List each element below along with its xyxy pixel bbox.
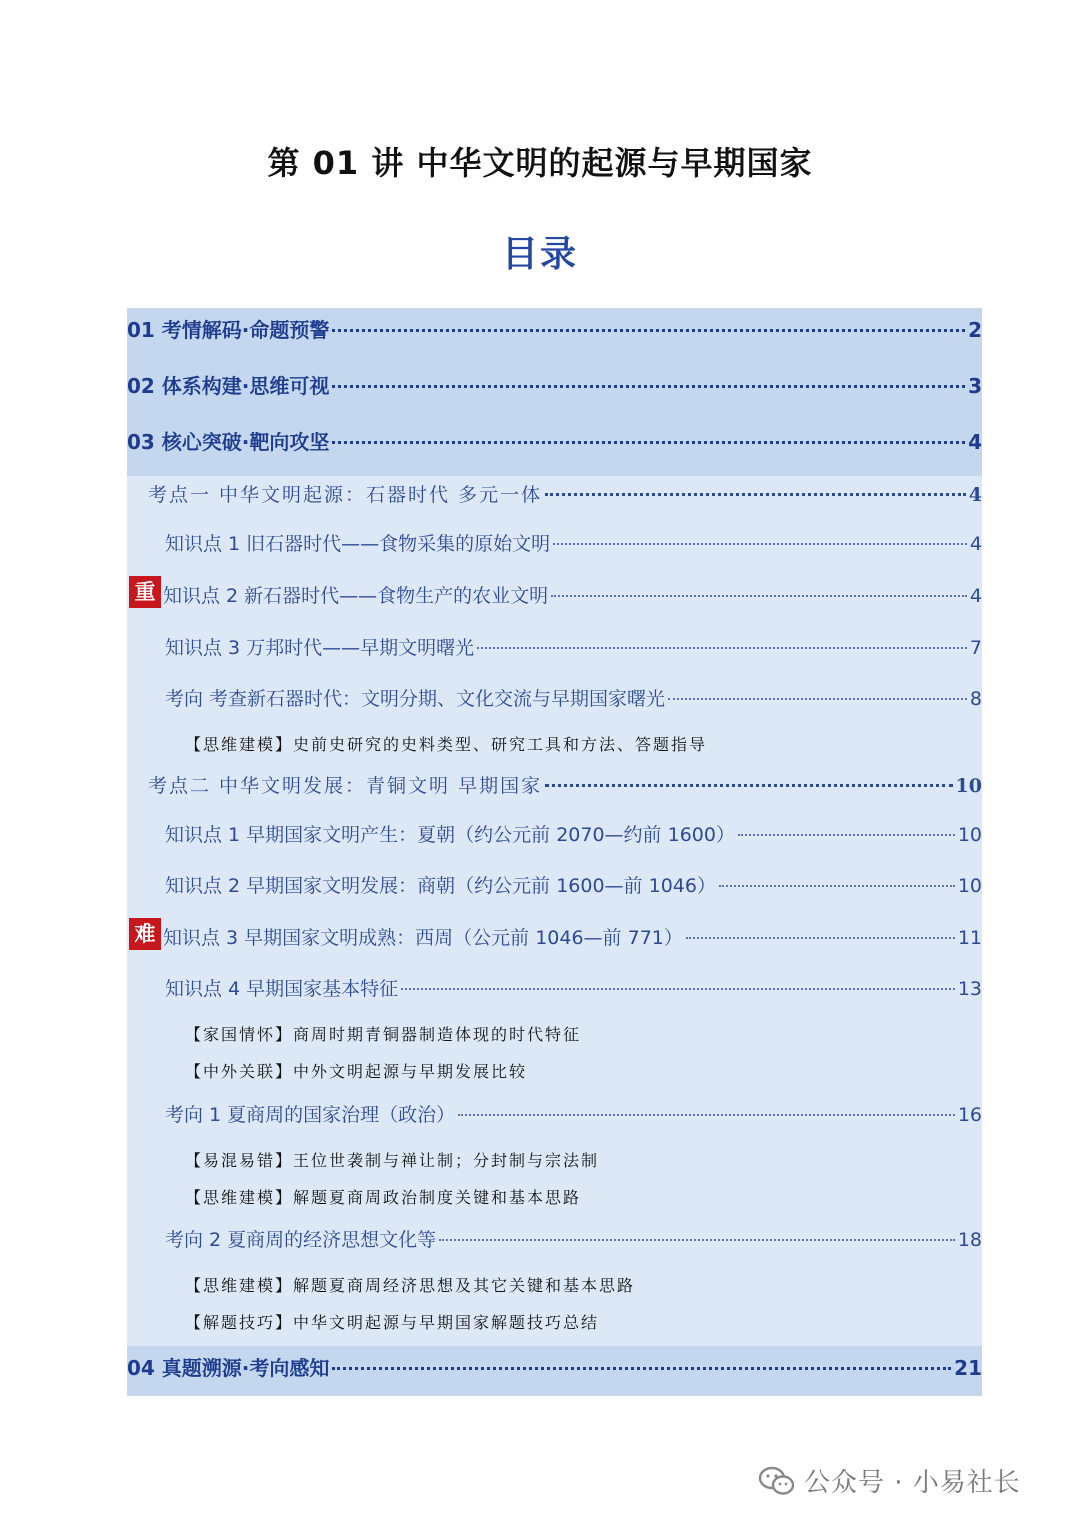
toc-entry-label: 02 体系构建·思维可视 <box>127 374 330 398</box>
toc-entry-label: 知识点 2 早期国家文明发展：商朝（约公元前 1600—前 1046） <box>165 875 716 897</box>
toc-module-note[interactable] <box>185 1022 581 1045</box>
toc-module-note[interactable] <box>185 1310 599 1333</box>
toc-entry-label: 考向 2 夏商周的经济思想文化等 <box>165 1229 437 1251</box>
toc-leader-dots <box>332 329 965 332</box>
toc-entry-label: 知识点 1 旧石器时代——食物采集的原始文明 <box>165 533 551 555</box>
toc-entry-02[interactable] <box>127 370 982 399</box>
watermark <box>758 1462 1021 1499</box>
toc-module-note[interactable] <box>185 1059 527 1082</box>
toc-entry-label: 知识点 1 早期国家文明产生：夏朝（约公元前 2070—约前 1600） <box>165 824 735 846</box>
toc-module-note[interactable] <box>185 1185 581 1208</box>
toc-knowledge-1-3[interactable] <box>165 633 982 660</box>
page-title: 第 01 讲 中华文明的起源与早期国家 <box>267 144 813 182</box>
toc-entry-label: 考向 考查新石器时代：文明分期、文化交流与早期国家曙光 <box>165 688 666 710</box>
toc-leader-dots <box>458 1114 955 1116</box>
toc-entry-page: 2 <box>968 318 982 342</box>
toc-leader-dots <box>332 441 965 444</box>
toc-module-note[interactable] <box>185 1148 599 1171</box>
toc-entry-page: 4 <box>969 585 982 607</box>
toc-leader-dots <box>401 988 955 990</box>
toc-entry-label: 知识点 3 万邦时代——早期文明曙光 <box>165 637 475 659</box>
toc-entry-label: 03 核心突破·靶向攻坚 <box>127 430 330 454</box>
toc-entry-page: 16 <box>957 1104 982 1126</box>
toc-entry-page: 4 <box>969 533 982 555</box>
toc-entry-page: 10 <box>957 875 982 897</box>
toc-entry-label: 【易混易错】王位世袭制与禅让制；分封制与宗法制 <box>185 1151 600 1170</box>
toc-knowledge-2-3[interactable] <box>163 923 982 950</box>
toc-entry-page: 3 <box>968 374 982 398</box>
toc-knowledge-1-2[interactable] <box>163 581 982 608</box>
toc-entry-label: 知识点 2 新石器时代——食物生产的农业文明 <box>163 585 549 607</box>
toc-entry-page: 4 <box>968 484 982 506</box>
toc-leader-dots <box>545 493 966 496</box>
toc-entry-page: 13 <box>957 978 982 1000</box>
toc-leader-dots <box>332 385 965 388</box>
toc-leader-dots <box>439 1239 955 1241</box>
toc-knowledge-2-1[interactable] <box>165 820 982 847</box>
toc-entry-label: 【思维建模】解题夏商周政治制度关键和基本思路 <box>185 1188 582 1207</box>
toc-leader-dots <box>553 543 967 545</box>
toc-entry-page: 21 <box>954 1356 982 1380</box>
table-of-contents <box>127 308 982 1396</box>
toc-entry-page: 7 <box>969 637 982 659</box>
toc-entry-label: 【思维建模】解题夏商周经济思想及其它关键和基本思路 <box>185 1276 636 1295</box>
toc-entry-01[interactable] <box>127 314 982 343</box>
toc-kaoxiang-2-2[interactable] <box>165 1225 982 1252</box>
toc-leader-dots <box>668 698 967 700</box>
toc-entry-label: 【思维建模】史前史研究的史料类型、研究工具和方法、答题指导 <box>185 735 708 754</box>
toc-leader-dots <box>545 784 952 787</box>
toc-kaoxiang-1[interactable] <box>165 684 982 711</box>
toc-knowledge-2-2[interactable] <box>165 871 982 898</box>
toc-module-note[interactable] <box>185 732 707 755</box>
toc-entry-label: 04 真题溯源·考向感知 <box>127 1356 330 1380</box>
toc-leader-dots <box>477 647 967 649</box>
key-point-badge: 重 <box>129 576 161 608</box>
toc-entry-page: 18 <box>957 1229 982 1251</box>
toc-entry-label: 【中外关联】中外文明起源与早期发展比较 <box>185 1062 528 1081</box>
difficult-point-badge: 难 <box>129 918 161 950</box>
toc-entry-label: 01 考情解码·命题预警 <box>127 318 330 342</box>
toc-entry-label: 考点一 中华文明起源：石器时代 多元一体 <box>148 484 543 506</box>
toc-leader-dots <box>332 1367 951 1370</box>
toc-entry-page: 10 <box>957 824 982 846</box>
toc-knowledge-2-4[interactable] <box>165 974 982 1001</box>
toc-heading: 目录 <box>501 234 578 275</box>
watermark-text: 公众号 · 小易社长 <box>804 1468 1021 1498</box>
toc-entry-04[interactable] <box>127 1352 982 1381</box>
toc-leader-dots <box>719 885 955 887</box>
toc-leader-dots <box>686 937 955 939</box>
toc-entry-page: 10 <box>955 775 982 797</box>
toc-entry-page: 8 <box>969 688 982 710</box>
toc-knowledge-1-1[interactable] <box>165 529 982 556</box>
toc-entry-label: 知识点 3 早期国家文明成熟：西周（公元前 1046—前 771） <box>163 927 683 949</box>
toc-leader-dots <box>738 834 955 836</box>
toc-entry-page: 4 <box>968 430 982 454</box>
toc-kaoxiang-2-1[interactable] <box>165 1100 982 1127</box>
toc-entry-label: 考向 1 夏商周的国家治理（政治） <box>165 1104 456 1126</box>
toc-kaodian-2[interactable] <box>148 771 982 798</box>
toc-module-note[interactable] <box>185 1273 635 1296</box>
toc-leader-dots <box>551 595 967 597</box>
toc-kaodian-1[interactable] <box>148 480 982 507</box>
toc-entry-label: 考点二 中华文明发展：青铜文明 早期国家 <box>148 775 543 797</box>
wechat-icon <box>758 1465 796 1497</box>
toc-entry-label: 【解题技巧】中华文明起源与早期国家解题技巧总结 <box>185 1313 600 1332</box>
toc-entry-page: 11 <box>957 927 982 949</box>
toc-entry-label: 知识点 4 早期国家基本特征 <box>165 978 399 1000</box>
toc-entry-label: 【家国情怀】商周时期青铜器制造体现的时代特征 <box>185 1025 582 1044</box>
toc-entry-03[interactable] <box>127 426 982 455</box>
